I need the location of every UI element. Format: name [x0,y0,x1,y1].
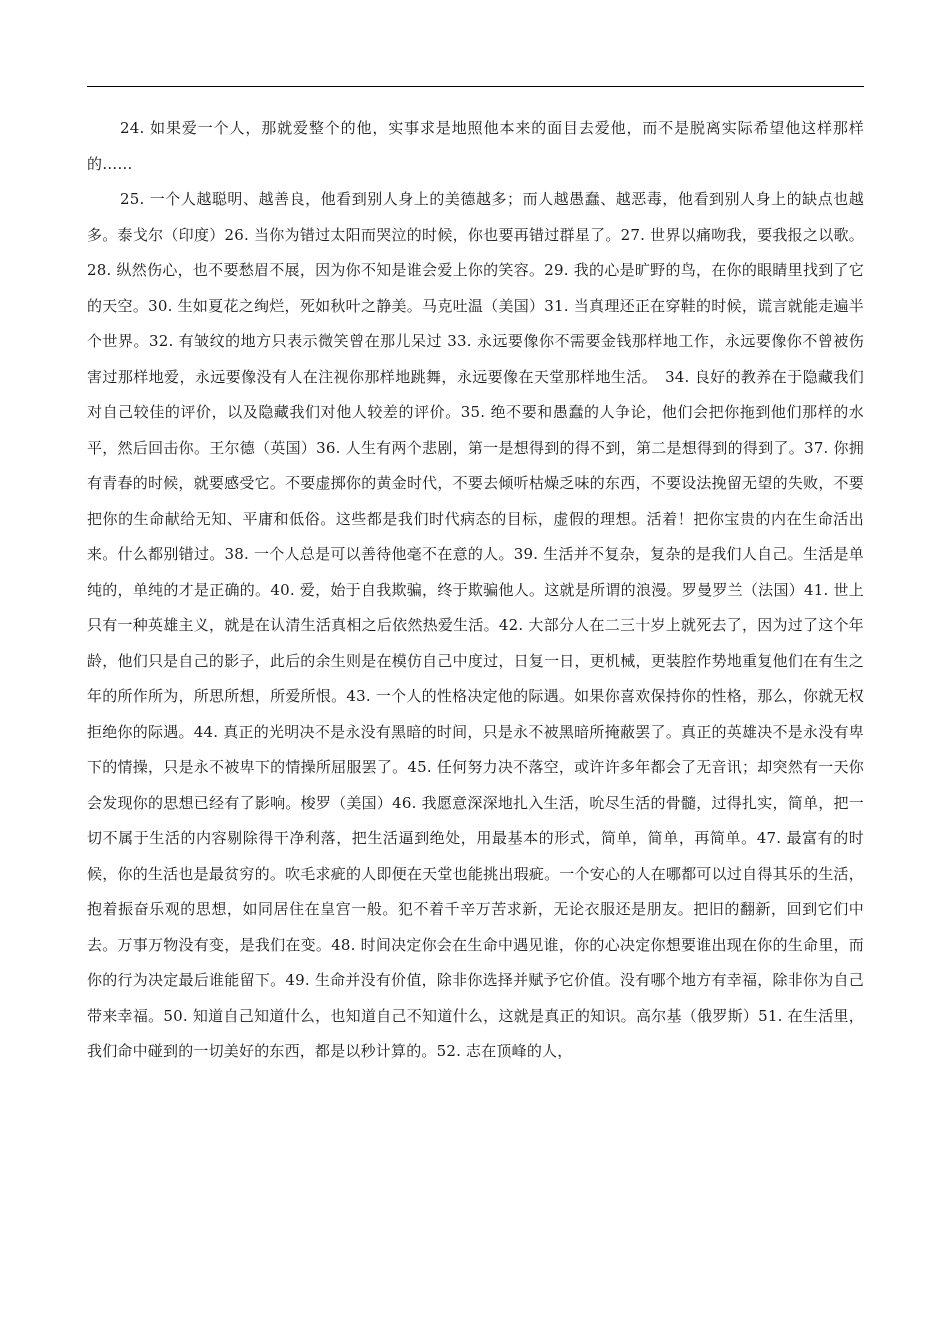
header-rule [87,86,864,87]
body-text [87,111,864,1070]
paragraph: 25. 一个人越聪明、越善良，他看到别人身上的美德越多；而人越愚蠢、越恶毒，他看到别人身上的缺点也越多。泰戈尔（印度）26. 当你为错过太阳而哭泣的时候，你也要再错过群星了。27. 世界以痛吻我，要我报之以歌。28. 纵然伤心，也不要愁眉不展，因为你不知是谁会爱上你的笑容。29. 我的心是旷野的鸟，在你的眼睛里找到了它的天空。30. 生如夏花之绚烂，死如秋叶之静美。马克吐温（美国）31. 当真理还正在穿鞋的时候，谎言就能走遍半个世界。32. 有皱纹的地方只表示微笑曾在那儿呆过 33. 永远要像你不需要金钱那样地工作，永远要像你不曾被伤害过那样地爱，永远要像没有人在注视你那样地跳舞，永远要像在天堂那样地生活。 34. 良好的教养在于隐藏我们对自己较佳的评价，以及隐藏我们对他人较差的评价。35. 绝不要和愚蠢的人争论，他们会把你拖到他们那样的水平，然后回击你。王尔德（英国）36. 人生有两个悲剧，第一是想得到的得不到，第二是想得到的得到了。37. 你拥有青春的时候，就要感受它。不要虚掷你的黄金时代，不要去倾听枯燥乏味的东西，不要设法挽留无望的失败，不要把你的生命献给无知、平庸和低俗。这些都是我们时代病态的目标，虚假的理想。活着！把你宝贵的内在生命活出来。什么都别错过。38. 一个人总是可以善待他毫不在意的人。39. 生活并不复杂，复杂的是我们人自己。生活是单纯的，单纯的才是正确的。40. 爱，始于自我欺骗，终于欺骗他人。这就是所谓的浪漫。罗曼罗兰（法国）41. 世上只有一种英雄主义，就是在认清生活真相之后依然热爱生活。42. 大部分人在二三十岁上就死去了，因为过了这个年龄，他们只是自己的影子，此后的余生则是在模仿自己中度过，日复一日，更机械，更装腔作势地重复他们在有生之年的所作所为，所思所想，所爱所恨。43. 一个人的性格决定他的际遇。如果你喜欢保持你的性格，那么，你就无权拒绝你的际遇。44. 真正的光明决不是永没有黑暗的时间，只是永不被黑暗所掩蔽罢了。真正的英雄决不是永没有卑下的情操，只是永不被卑下的情操所屈服罢了。45. 任何努力决不落空，或许许多年都会了无音讯；却突然有一天你会发现你的思想已经有了影响。梭罗（美国）46. 我愿意深深地扎入生活，吮尽生活的骨髓，过得扎实，简单，把一切不属于生活的内容剔除得干净利落，把生活逼到绝处，用最基本的形式，简单，简单，再简单。47. 最富有的时候，你的生活也是最贫穷的。吹毛求疵的人即便在天堂也能挑出瑕疵。一个安心的人在哪都可以过自得其乐的生活，抱着振奋乐观的思想，如同居住在皇宫一般。犯不着千辛万苦求新，无论衣服还是朋友。把旧的翻新，回到它们中去。万事万物没有变，是我们在变。48. 时间决定你会在生命中遇见谁，你的心决定你想要谁出现在你的生命里，而你的行为决定最后谁能留下。49. 生命并没有价值，除非你选择并赋予它价值。没有哪个地方有幸福，除非你为自己带来幸福。50. 知道自己知道什么，也知道自己不知道什么，这就是真正的知识。高尔基（俄罗斯）51. 在生活里，我们命中碰到的一切美好的东西，都是以秒计算的。52. 志在顶峰的人， [87,190,864,1060]
paragraph: 24. 如果爱一个人，那就爱整个的他，实事求是地照他本来的面目去爱他，而不是脱离实际希望他这样那样的…… [87,119,864,173]
